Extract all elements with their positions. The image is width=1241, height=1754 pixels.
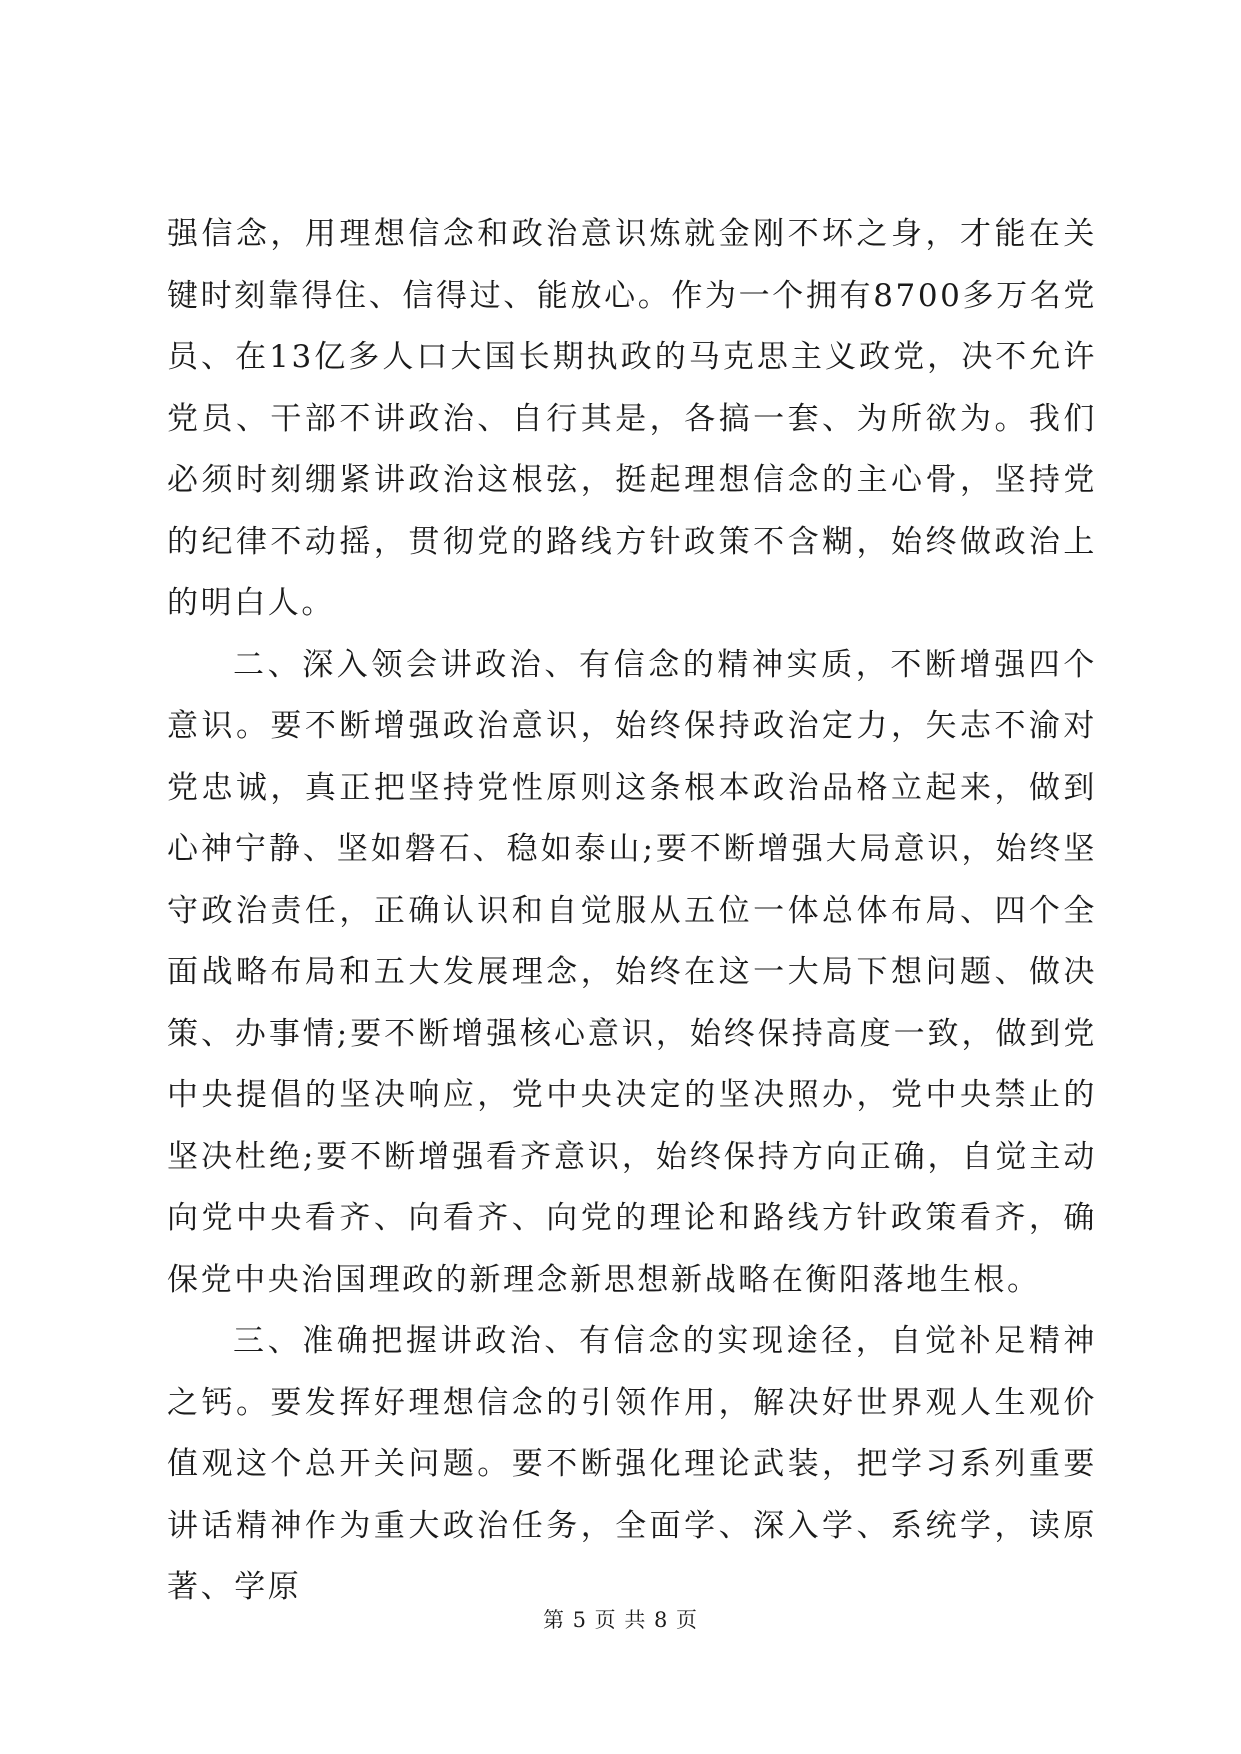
paragraph-2: 二、深入领会讲政治、有信念的精神实质，不断增强四个意识。要不断增强政治意识，始终保持政治定力，矢志不渝对党忠诚，真正把坚持党性原则这条根本政治品格立起来，做到心神宁静、坚如磐石、稳如泰山;要不断增强大局意识，始终坚守政治责任，正确认识和自觉服从五位一体总体布局、四个全面战略布局和五大发展理念，始终在这一大局下想问题、做决策、办事情;要不断增强核心意识，始终保持高度一致，做到党中央提倡的坚决响应，党中央决定的坚决照办，党中央禁止的坚决杜绝;要不断增强看齐意识，始终保持方向正确，自觉主动向党中央看齐、向看齐、向党的理论和路线方针政策看齐，确保党中央治国理政的新理念新思想新战略在衡阳落地生根。 bbox=[167, 646, 1097, 1298]
paragraph-1: 强信念，用理想信念和政治意识炼就金刚不坏之身，才能在关键时刻靠得住、信得过、能放心。作为一个拥有8700多万名党员、在13亿多人口大国长期执政的马克思主义政党，决不允许党员、干部不讲政治、自行其是，各搞一套、为所欲为。我们必须时刻绷紧讲政治这根弦，挺起理想信念的主心骨，坚持党的纪律不动摇，贯彻党的路线方针政策不含糊，始终做政治上的明白人。 bbox=[167, 216, 1097, 621]
paragraph-3: 三、准确把握讲政治、有信念的实现途径，自觉补足精神之钙。要发挥好理想信念的引领作用，解决好世界观人生观价值观这个总开关问题。要不断强化理论武装，把学习系列重要讲话精神作为重大政治任务，全面学、深入学、系统学，读原著、学原 bbox=[167, 1323, 1097, 1605]
page-footer: 第 5 页 共 8 页 bbox=[542, 1608, 699, 1632]
document-body bbox=[167, 204, 1097, 1619]
